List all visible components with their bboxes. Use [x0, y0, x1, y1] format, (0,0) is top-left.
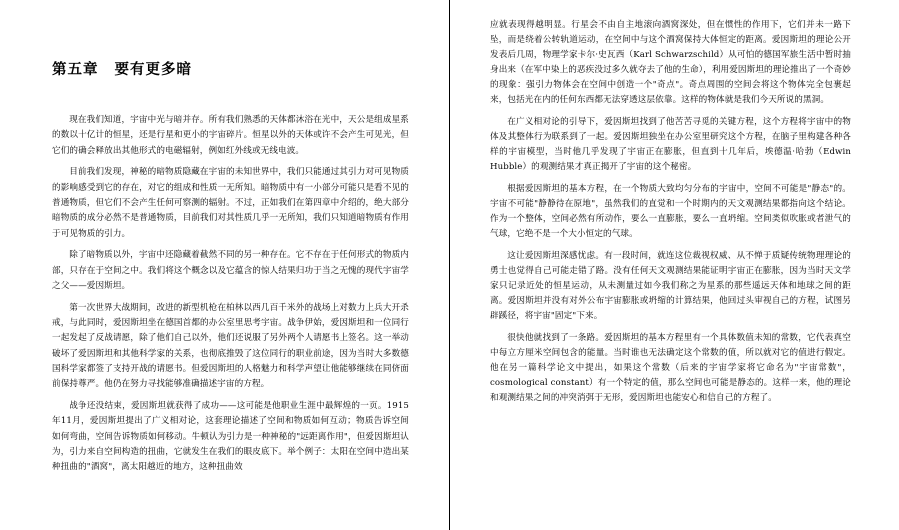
paragraph: 现在我们知道，宇宙中光与暗并存。所有我们熟悉的天体都沐浴在光中，天公是组成星系的数以十亿计的恒星，还是行星和更小的宇宙碎片。恒星以外的天体或许不会产生可见光，但它们的确会释放出其他形式的电磁辐射，例如红外线或无线电波。 [52, 115, 409, 156]
right-page [450, 0, 899, 530]
paragraph: 目前我们发现，神秘的暗物质隐藏在宇宙的未知世界中，我们只能通过其引力对可见物质的影响感受到它的存在，对它的组成和性质一无所知。暗物质中有一小部分可能只是看不见的普通物质，但它们不会产生任何可察测的辐射。不过，正如我们在第四章中介绍的，绝大部分暗物质的成分必然不是普通物质，目前我们对其性质几乎一无所知，我们只知道暗物质有作用于可见物质的引力。 [52, 167, 409, 239]
paragraph: 第一次世界大战期间，改进的新型机枪在柏林以西几百千米外的战场上对数力上兵大开杀戒，与此同时，爱因斯坦坐在德国首都的办公室里思考宇宙。战争伊始，爱因斯坦和一位同行一起发起了反战请愿，除了他们自己以外，他们还说服了另外两个人请愿书上签名。这一举动破坏了爱因斯坦和其他科学家的关系，也彻底推毁了这位同行的职业前途，因为当时大多数德国科学家都签了支持开战的请愿书。但爱因斯坦的人格魅力和科学声望让他能够继续在同侪面前保持尊严。他仍在努力寻找能够准确描述宇宙的方程。 [52, 302, 409, 390]
paragraph: 应就表现得越明显。行星会不由自主地滚向酒窝深处，但在惯性的作用下，它们并未一路下坠，而是绕着公转轨道运动，在空间中与这个酒窝保持大体恒定的距离。爱因斯坦的理论公开发表后几周，物理学家卡尔·史瓦西（Karl Schwarzschild）从可怕的德国军旅生活中暂时抽身出来（在军中染上的恶疾没过多久就夺去了他的生命），利用爱因斯坦的理论推出了一个奇妙的现象：强引力物体会在空间中创造一个"奇点"。奇点周围的空间会将这个物体完全包裹起来，包括光在内的任何东西都无法穿透这层依靠。这样的物体就是我们今天所说的黑洞。 [490, 20, 851, 106]
chapter-title: 要有更多暗 [114, 61, 192, 78]
left-page [0, 0, 449, 530]
paragraph: 除了暗物质以外，宇宙中还隐藏着截然不同的另一种存在。它不存在于任何形式的物质内部，只存在于空间之中。我们将这个概念以及它蕴含的惊人结果归功于当之无愧的现代宇宙学之父——爱因斯坦。 [52, 250, 409, 291]
paragraph: 战争还没结束，爱因斯坦就获得了成功——这可能是他职业生涯中最辉煌的一页。1915年11月，爱因斯坦提出了广义相对论，这套理论描述了空间和物质如何互动；物质告诉空间如何弯曲，空间告诉物质如何移动。牛顿认为引力是一种神秘的"远距离作用"，但爱因斯坦认为，引力来自空间构造的扭曲，它就发生在我们的眼皮底下。举个例子：太阳在空间中造出某种扭曲的"酒窝"，离太阳越近的地方，这种扭曲效 [52, 401, 409, 473]
paragraph: 在广义相对论的引导下，爱因斯坦找到了他苦苦寻觅的关键方程，这个方程将宇宙中的物体及其整体行为联系到了一起。爱因斯坦独坐在办公室里研究这个方程，在脑子里构建各种各样的宇宙模型，当时他几乎发现了宇宙正在膨胀，但直到十几年后，埃德温·哈勃（Edwin Hubble）的观测结果才真正揭开了宇宙的这个秘密。 [490, 117, 851, 173]
chapter-heading [52, 58, 409, 79]
paragraph: 根据爱因斯坦的基本方程，在一个物质大致均匀分布的宇宙中，空间不可能是"静态"的。宇宙不可能"静静待在原地"，虽然我们的直觉和一个时期内的天文观测结果都指向这个结论。作为一个整体，空间必然有所动作，要么一直膨胀，要么一直坍缩。空间类似吹胀或者泄气的气球，它绝不是一个大小恒定的气球。 [490, 183, 851, 240]
paragraph: 很快他就找到了一条路。爱因斯坦的基本方程里有一个具体数值未知的常数，它代表真空中每立方厘米空间包含的能量。当时谁也无法确定这个常数的值，所以就对它的值进行假定。他在另一篇科学论文中提出，如果这个常数（后来的宇宙学家将它命名为"宇宙常数"，cosmological constant）有一个特定的值，那么空间也可能是静态的。这样一来，他的理论和观测结果之间的冲突消弭于无形，爱因斯坦也能安心和信自己的方程了。 [490, 332, 851, 404]
chapter-number: 第五章 [52, 61, 99, 78]
paragraph: 这让爱因斯坦深感忧虑。有一段时间，就连这位裁视权威、从不惮于质疑传统物理理论的勇士也觉得自己可能走错了路。没有任何天文观测结果能证明宇宙正在膨胀，因为当时天文学家只记录近处的恒星运动，从未测量过如今我们称之为星系的那些遥远天体和地球之间的距离。爱因斯坦并没有对外公布宇宙膨胀或坍缩的计算结果，他回过头审视自己的方程，试图另辟蹊径，将宇宙"固定"下来。 [490, 250, 851, 322]
